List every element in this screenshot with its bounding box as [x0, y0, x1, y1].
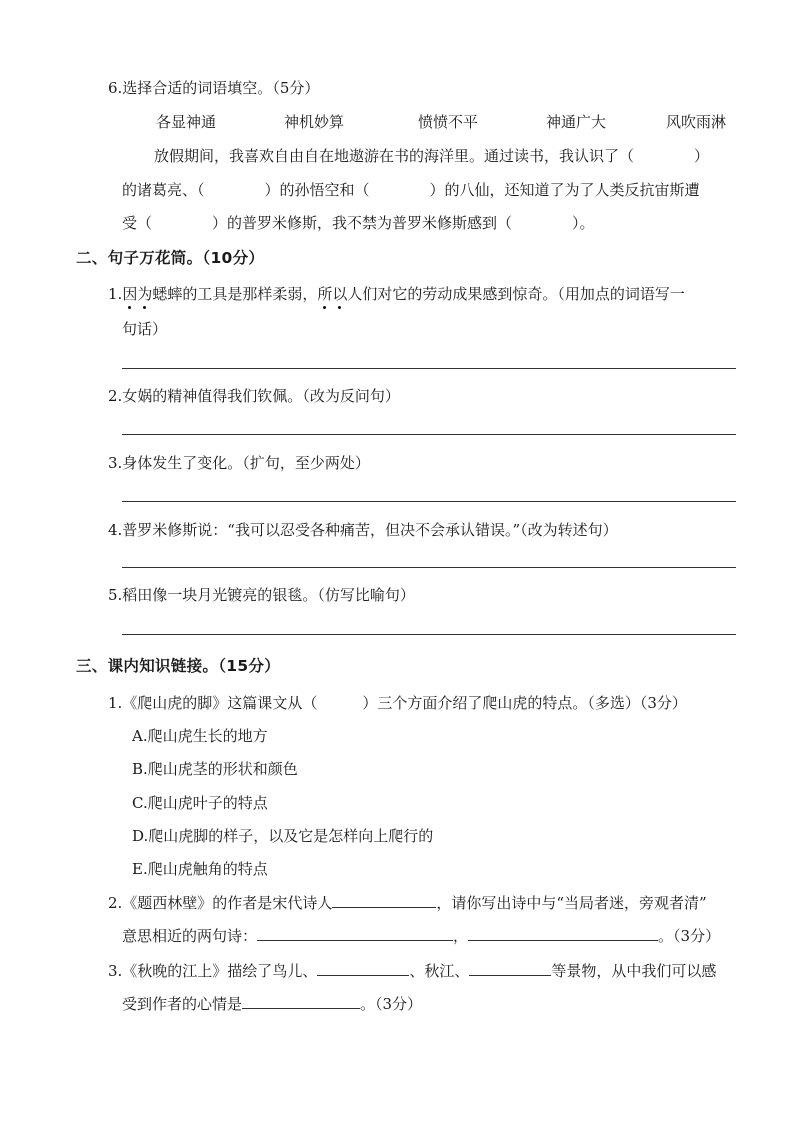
s2-q4: 4.普罗米修斯说：“我可以忍受各种痛苦，但决不会承认错误。”（改为转述句）	[108, 521, 618, 539]
fill-blank[interactable]	[469, 961, 551, 976]
word-bank-item: 神机妙算	[284, 113, 345, 131]
s3-q2-line2	[122, 926, 720, 946]
fill-blank[interactable]	[468, 926, 658, 941]
word-bank-item: 风吹雨淋	[666, 113, 727, 131]
fill-blank[interactable]	[317, 961, 409, 976]
section-three-heading: 三、课内知识链接。（15分）	[76, 657, 281, 675]
q6-passage-line: 的诸葛亮、（ ）的孙悟空和（ ）的八仙，还知道了为了人类反抗宙斯遭	[122, 181, 700, 199]
text-segment: 蟋蟀的工具是那样柔弱，	[152, 285, 318, 303]
fill-blank[interactable]	[242, 994, 360, 1009]
q6-title: 6.选择合适的词语填空。（5分）	[108, 79, 320, 97]
answer-line[interactable]	[122, 634, 736, 635]
word-bank-item: 愤愤不平	[418, 113, 479, 131]
s2-q2: 2.女娲的精神值得我们钦佩。（改为反问句）	[108, 387, 400, 405]
s3-q1-stem: 1.《爬山虎的脚》这篇课文从（ ）三个方面介绍了爬山虎的特点。（多选）（3分）	[108, 694, 687, 712]
emphasis-dot-char: 因	[122, 285, 138, 303]
s3-q1-option: B.爬山虎茎的形状和颜色	[132, 760, 298, 778]
text-segment: 人们对它的劳动成果感到惊奇。（用加点的词语写一	[347, 285, 685, 303]
s3-q1-option: E.爬山虎触角的特点	[132, 860, 268, 878]
s3-q2-line1	[108, 893, 707, 913]
text-segment: 意思相近的两句诗：	[122, 927, 258, 945]
s3-q1-option: C.爬山虎叶子的特点	[132, 794, 268, 812]
answer-line[interactable]	[122, 434, 736, 435]
text-segment: 3.《秋晚的江上》描绘了鸟儿、	[108, 962, 318, 980]
text-segment: 受到作者的心情是	[122, 995, 243, 1013]
text-segment: 、秋江、	[409, 962, 470, 980]
word-bank-item: 各显神通	[156, 113, 217, 131]
text-segment: 。（3分）	[658, 927, 721, 945]
section-two-heading: 二、句子万花筒。（10分）	[76, 249, 265, 267]
s2-q1-line2: 句话）	[122, 320, 168, 338]
text-segment: 1.	[108, 285, 123, 303]
s2-q5: 5.稻田像一块月光镀亮的银毯。（仿写比喻句）	[108, 586, 415, 604]
fill-blank[interactable]	[332, 893, 436, 908]
word-bank-item: 神通广大	[546, 113, 607, 131]
fill-blank[interactable]	[257, 926, 453, 941]
emphasis-dot-char: 为	[137, 285, 153, 303]
text-segment: 等景物，从中我们可以感	[551, 962, 717, 980]
s2-q1-line1	[108, 284, 685, 304]
s3-q3-line2	[122, 994, 422, 1014]
answer-line[interactable]	[122, 501, 736, 502]
q6-passage-line: 受（ ）的普罗米修斯，我不禁为普罗米修斯感到（ ）。	[122, 214, 595, 232]
q6-passage-line: 放假期间，我喜欢自由自在地遨游在书的海洋里。通过读书，我认识了（ ）	[154, 147, 710, 165]
s3-q1-option: D.爬山虎脚的样子，以及它是怎样向上爬行的	[132, 827, 434, 845]
text-segment: 2.《题西林壁》的作者是宋代诗人	[108, 894, 333, 912]
s3-q3-line1	[108, 961, 716, 981]
s2-q3: 3.身体发生了变化。（扩句，至少两处）	[108, 454, 370, 472]
text-segment: 。（3分）	[360, 995, 423, 1013]
answer-line[interactable]	[122, 567, 736, 568]
emphasis-dot-char: 所	[317, 285, 333, 303]
answer-line[interactable]	[122, 368, 736, 369]
text-segment: ，	[453, 927, 469, 945]
s3-q1-option: A.爬山虎生长的地方	[132, 727, 268, 745]
text-segment: ，请你写出诗中与“当局者迷，旁观者清”	[436, 894, 707, 912]
emphasis-dot-char: 以	[332, 285, 348, 303]
